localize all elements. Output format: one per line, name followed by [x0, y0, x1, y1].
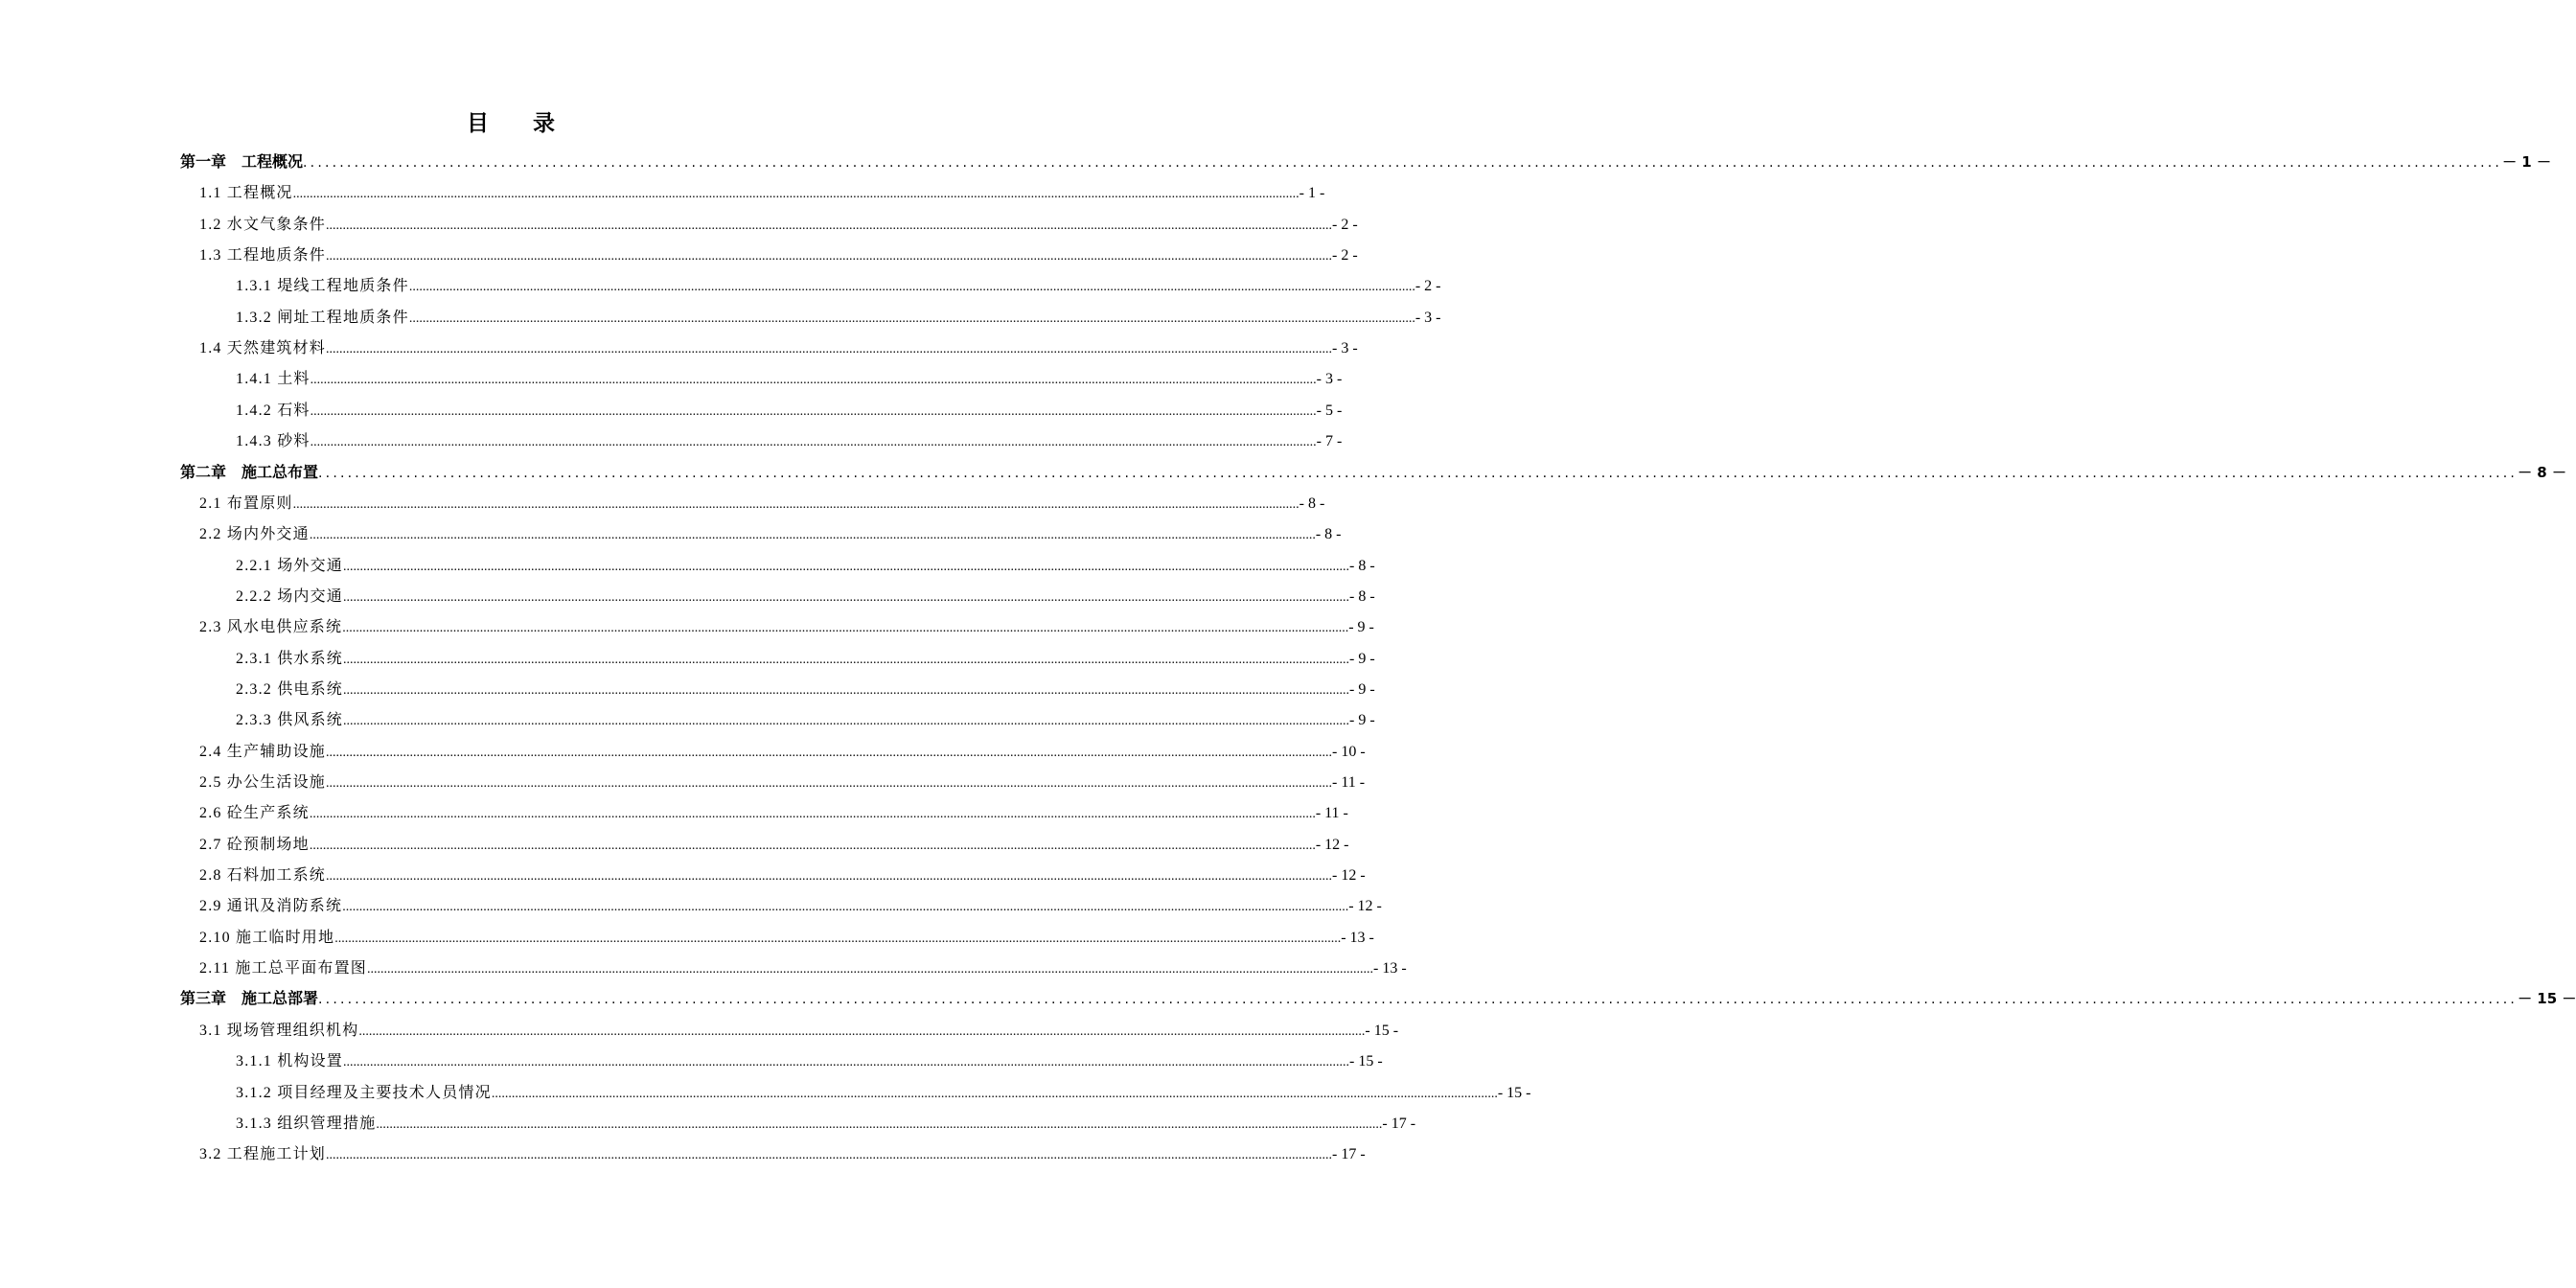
toc-entry-label: 2.2 场内外交通: [199, 526, 310, 543]
toc-entry-page-number: - 9 -: [1348, 619, 1374, 636]
toc-entry-page-number: - 2 -: [1332, 216, 1358, 233]
toc-entry-page-number: - 5 -: [1316, 402, 1343, 419]
dot-leader: ............................................................................................................................................................................................................................................................................................................: [408, 280, 1415, 295]
dot-leader: ............................................................................................................................................................................................................................................................................................................: [334, 931, 1342, 946]
dot-leader: ............................................................................................................................................................................................................................................................................................................: [343, 589, 1350, 605]
toc-entry-page-number: - 12 -: [1332, 867, 1366, 885]
toc-entry-label: 1.4.2 石料: [236, 402, 310, 419]
toc-entry-label: 2.1 布置原则: [199, 494, 293, 512]
toc-chapter-entry[interactable]: [180, 986, 2576, 1017]
toc-entry-page-number: - 11 -: [1315, 805, 1348, 822]
toc-entry-label: 2.6 砼生产系统: [199, 805, 310, 822]
toc-entry-label: 2.7 砼预制场地: [199, 836, 310, 853]
toc-entry[interactable]: [236, 1048, 1383, 1079]
dot-leader: ............................................................................................................................................................................................................................................................................................................: [343, 714, 1350, 729]
toc-entry-page-number: - 3 -: [1316, 371, 1343, 388]
toc-entry[interactable]: [236, 646, 1375, 677]
toc-chapter-entry[interactable]: [180, 150, 2551, 180]
toc-entry[interactable]: [199, 832, 1349, 862]
toc-entry[interactable]: [236, 428, 1343, 459]
toc-entry-label: 2.3.2 供电系统: [236, 680, 344, 698]
dot-leader: ............................................................................................................................................................................................................................................................................................................: [326, 745, 1333, 760]
toc-entry-page-number: - 7 -: [1316, 433, 1343, 450]
dot-leader: ............................................................................................................................................................................................................................................................................................................: [358, 1024, 1366, 1039]
toc-entry-page-number: - 15 -: [1365, 1022, 1399, 1039]
toc-entry-label: 2.4 生产辅助设施: [199, 743, 327, 760]
toc-entry[interactable]: [199, 521, 1342, 552]
dot-leader: ............................................................................................................................................................................................................................................................................................................: [491, 1086, 1498, 1101]
dot-leader: ............................................................................................................................................................................................................................................................................................................: [343, 559, 1350, 574]
toc-entry-page-number: - 9 -: [1349, 650, 1375, 667]
toc-entry[interactable]: [236, 1080, 1531, 1111]
toc-entry-page-number: - 17 -: [1332, 1146, 1366, 1163]
toc-entry[interactable]: [236, 398, 1343, 428]
toc-entry-page-number: - 8 -: [1299, 494, 1325, 512]
dot-leader: ............................................................................................................................................................................................................................................................................................................: [342, 900, 1349, 915]
toc-entry[interactable]: [199, 242, 1358, 273]
dot-leader: ............................................................................................................................................................................................................................................................................................................: [343, 652, 1350, 667]
toc-entry-page-number: － 15 －: [2518, 990, 2576, 1008]
toc-entry-page-number: - 2 -: [1414, 278, 1441, 295]
toc-entry[interactable]: [236, 553, 1375, 584]
toc-entry-label: 第三章 施工总部署: [180, 989, 319, 1008]
toc-entry-label: 3.1.3 组织管理措施: [236, 1115, 377, 1132]
toc-entry[interactable]: [199, 925, 1374, 955]
toc-entry-page-number: - 2 -: [1332, 247, 1358, 264]
dot-leader: ............................................................................................................................................................................................................................................................................................................: [326, 1148, 1333, 1163]
dot-leader: ............................................................................................................................................................................................................................................................................................................: [309, 838, 1316, 853]
dot-leader: ............................................................................................................................................................................................................................................................................................................: [326, 869, 1333, 885]
dot-leader: ............................................................................................................................................................................................................................................................................................................: [326, 342, 1333, 357]
toc-entry-page-number: - 1 -: [1299, 185, 1325, 202]
toc-entry-page-number: - 8 -: [1315, 526, 1342, 543]
toc-entry-page-number: - 9 -: [1349, 712, 1375, 729]
toc-entry-label: 1.4.1 土料: [236, 371, 310, 388]
toc-entry[interactable]: [236, 584, 1375, 614]
toc-entry[interactable]: [199, 770, 1366, 800]
dot-leader: ............................................................................................................................................................................................................................................................................................................: [309, 528, 1316, 543]
toc-entry-page-number: - 12 -: [1315, 836, 1349, 853]
toc-entry[interactable]: [236, 1111, 1416, 1141]
toc-entry-label: 1.4.3 砂料: [236, 433, 310, 450]
dot-leader: ............................................................................................................................................................................................................................................................................................................: [310, 435, 1317, 450]
toc-entry-page-number: - 13 -: [1373, 960, 1407, 978]
toc-entry-page-number: - 15 -: [1349, 1053, 1383, 1070]
toc-entry[interactable]: [199, 955, 1407, 986]
toc-entry[interactable]: [236, 273, 1441, 304]
toc-entry-label: 第一章 工程概况: [180, 152, 304, 171]
toc-title: [0, 105, 1022, 137]
toc-entry-page-number: - 12 -: [1348, 898, 1382, 915]
toc-chapter-entry[interactable]: [180, 460, 2566, 491]
toc-title-left: 目: [467, 110, 489, 136]
toc-entry-page-number: - 3 -: [1414, 309, 1441, 326]
toc-entry[interactable]: [236, 305, 1441, 335]
toc-entry-label: 2.11 施工总平面布置图: [199, 960, 368, 978]
toc-entry-page-number: - 11 -: [1332, 774, 1366, 791]
toc-entry-label: 1.3 工程地质条件: [199, 247, 327, 264]
toc-entry-page-number: － 8 －: [2518, 463, 2566, 481]
dot-leader: ............................................................................................................................................................................................................................................................................................................: [303, 155, 2503, 171]
dot-leader: ............................................................................................................................................................................................................................................................................................................: [318, 465, 2518, 481]
dot-leader: ............................................................................................................................................................................................................................................................................................................: [367, 962, 1374, 978]
dot-leader: ............................................................................................................................................................................................................................................................................................................: [408, 310, 1415, 326]
toc-entry[interactable]: [199, 1141, 1366, 1172]
toc-entry[interactable]: [199, 893, 1382, 924]
toc-title-right: 录: [533, 110, 555, 136]
dot-leader: ............................................................................................................................................................................................................................................................................................................: [326, 249, 1333, 264]
toc-entry-label: 2.3.1 供水系统: [236, 650, 344, 667]
dot-leader: ............................................................................................................................................................................................................................................................................................................: [343, 682, 1350, 698]
toc-entry-label: 2.3 风水电供应系统: [199, 619, 343, 636]
toc-entry-page-number: - 13 -: [1341, 929, 1374, 946]
toc-entry-page-number: - 9 -: [1349, 680, 1375, 698]
toc-entry[interactable]: [236, 707, 1375, 738]
toc-entry-label: 3.1.2 项目经理及主要技术人员情况: [236, 1084, 492, 1101]
dot-leader: ............................................................................................................................................................................................................................................................................................................: [318, 992, 2518, 1008]
toc-entry-label: 1.2 水文气象条件: [199, 216, 327, 233]
toc-entry[interactable]: [236, 366, 1343, 397]
toc-entry-page-number: - 8 -: [1349, 557, 1375, 574]
toc-entry[interactable]: [199, 180, 1325, 211]
toc-entry-label: 2.2.1 场外交通: [236, 557, 344, 574]
dot-leader: ............................................................................................................................................................................................................................................................................................................: [376, 1116, 1383, 1132]
toc-entry[interactable]: [199, 862, 1366, 893]
toc-entry[interactable]: [199, 335, 1358, 366]
toc-entry[interactable]: [199, 1018, 1399, 1048]
dot-leader: ............................................................................................................................................................................................................................................................................................................: [342, 621, 1349, 636]
dot-leader: ............................................................................................................................................................................................................................................................................................................: [309, 807, 1316, 822]
toc-entry-label: 1.4 天然建筑材料: [199, 340, 327, 357]
dot-leader: ............................................................................................................................................................................................................................................................................................................: [326, 218, 1333, 233]
toc-entry[interactable]: [199, 491, 1325, 521]
dot-leader: ............................................................................................................................................................................................................................................................................................................: [326, 776, 1333, 791]
toc-entry-label: 2.5 办公生活设施: [199, 774, 327, 791]
toc-entry-label: 1.1 工程概况: [199, 185, 293, 202]
toc-entry-page-number: - 10 -: [1332, 743, 1366, 760]
dot-leader: ............................................................................................................................................................................................................................................................................................................: [310, 403, 1317, 419]
dot-leader: ............................................................................................................................................................................................................................................................................................................: [343, 1055, 1350, 1070]
toc-entry-label: 3.2 工程施工计划: [199, 1146, 327, 1163]
dot-leader: ............................................................................................................................................................................................................................................................................................................: [292, 187, 1300, 202]
toc-entry[interactable]: [199, 739, 1366, 770]
toc-entry-page-number: - 3 -: [1332, 340, 1358, 357]
toc-entry-label: 3.1.1 机构设置: [236, 1053, 344, 1070]
toc-entry-label: 2.8 石料加工系统: [199, 867, 327, 885]
toc-entry-label: 2.10 施工临时用地: [199, 929, 335, 946]
dot-leader: ............................................................................................................................................................................................................................................................................................................: [310, 373, 1317, 388]
toc-entry-page-number: - 8 -: [1349, 587, 1375, 605]
toc-entry-label: 2.9 通讯及消防系统: [199, 898, 343, 915]
toc-entry[interactable]: [199, 212, 1358, 242]
toc-entry[interactable]: [199, 800, 1348, 831]
toc-entry-label: 1.3.2 闸址工程地质条件: [236, 309, 409, 326]
toc-entry-label: 2.2.2 场内交通: [236, 587, 344, 605]
dot-leader: ............................................................................................................................................................................................................................................................................................................: [292, 496, 1300, 512]
toc-entry-label: 2.3.3 供风系统: [236, 712, 344, 729]
toc-entry-page-number: － 1 －: [2502, 153, 2551, 171]
toc-entry-page-number: - 15 -: [1497, 1084, 1531, 1101]
toc-entry-page-number: - 17 -: [1382, 1115, 1416, 1132]
toc-entry[interactable]: [199, 614, 1374, 645]
toc-entry-label: 第二章 施工总布置: [180, 462, 319, 481]
toc-entry-label: 3.1 现场管理组织机构: [199, 1022, 359, 1039]
toc-entry-label: 1.3.1 堤线工程地质条件: [236, 278, 409, 295]
toc-entry[interactable]: [236, 677, 1375, 707]
